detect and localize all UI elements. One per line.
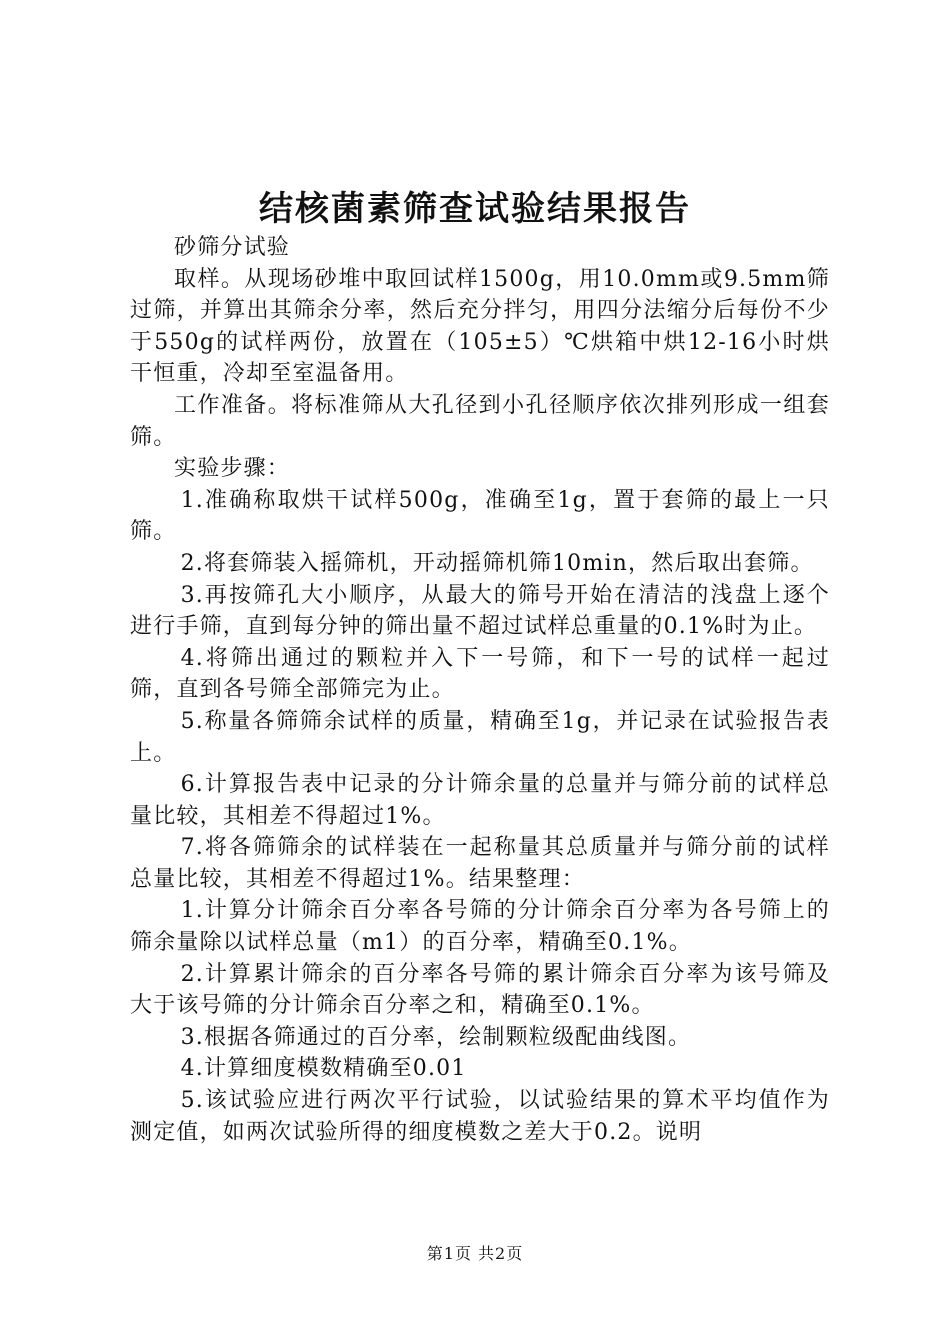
- document-body: [130, 232, 830, 1148]
- paragraph-step-4: 4.将筛出通过的颗粒并入下一号筛，和下一号的试样一起过筛，直到各号筛全部筛完为止。: [130, 645, 830, 703]
- paragraph-step-3: 3.再按筛孔大小顺序，从最大的筛号开始在清洁的浅盘上逐个进行手筛，直到每分钟的筛出量不超过试样总重量的0.1%时为止。: [130, 582, 830, 640]
- paragraph-step-7: 7.将各筛筛余的试样装在一起称量其总质量并与筛分前的试样总量比较，其相差不得超过1%。结果整理：: [130, 835, 830, 892]
- paragraph-step-6: 6.计算报告表中记录的分计筛余量的总量并与筛分前的试样总量比较，其相差不得超过1%。: [130, 772, 830, 829]
- paragraph-section-heading: 砂筛分试验: [174, 235, 291, 260]
- document-title: 结核菌素筛查试验结果报告: [259, 189, 691, 229]
- paragraph-steps-heading: 实验步骤：: [174, 456, 291, 482]
- page-footer: 第1页 共2页: [426, 1244, 524, 1263]
- paragraph-step-5: 5.称量各筛筛余试样的质量，精确至1g，并记录在试验报告表上。: [130, 708, 830, 766]
- paragraph-result-4: 4.计算细度模数精确至0.01: [180, 1056, 467, 1082]
- paragraph-result-5: 5.该试验应进行两次平行试验，以试验结果的算术平均值作为测定值，如两次试验所得的细度模数之差大于0.2。说明: [130, 1088, 830, 1145]
- paragraph-step-1: 1.准确称取烘干试样500g，准确至1g，置于套筛的最上一只筛。: [130, 487, 830, 545]
- paragraph-result-1: 1.计算分计筛余百分率各号筛的分计筛余百分率为各号筛上的筛余量除以试样总量（m1）的百分率，精确至0.1%。: [130, 898, 830, 956]
- paragraph-preparation: 工作准备。将标准筛从大孔径到小孔径顺序依次排列形成一组套筛。: [130, 392, 830, 450]
- paragraph-result-3: 3.根据各筛通过的百分率，绘制颗粒级配曲线图。: [180, 1024, 692, 1050]
- paragraph-step-2: 2.将套筛装入摇筛机，开动摇筛机筛10min，然后取出套筛。: [180, 550, 814, 576]
- paragraph-sampling: 取样。从现场砂堆中取回试样1500g，用10.0mm或9.5mm筛过筛，并算出其筛余分率，然后充分拌匀，用四分法缩分后每份不少于550g的试样两份，放置在（105±5）℃烘箱中烘12-16小时烘干恒重，冷却至室温备用。: [130, 266, 830, 387]
- paragraph-result-2: 2.计算累计筛余的百分率各号筛的累计筛余百分率为该号筛及大于该号筛的分计筛余百分率之和，精确至0.1%。: [130, 961, 830, 1019]
